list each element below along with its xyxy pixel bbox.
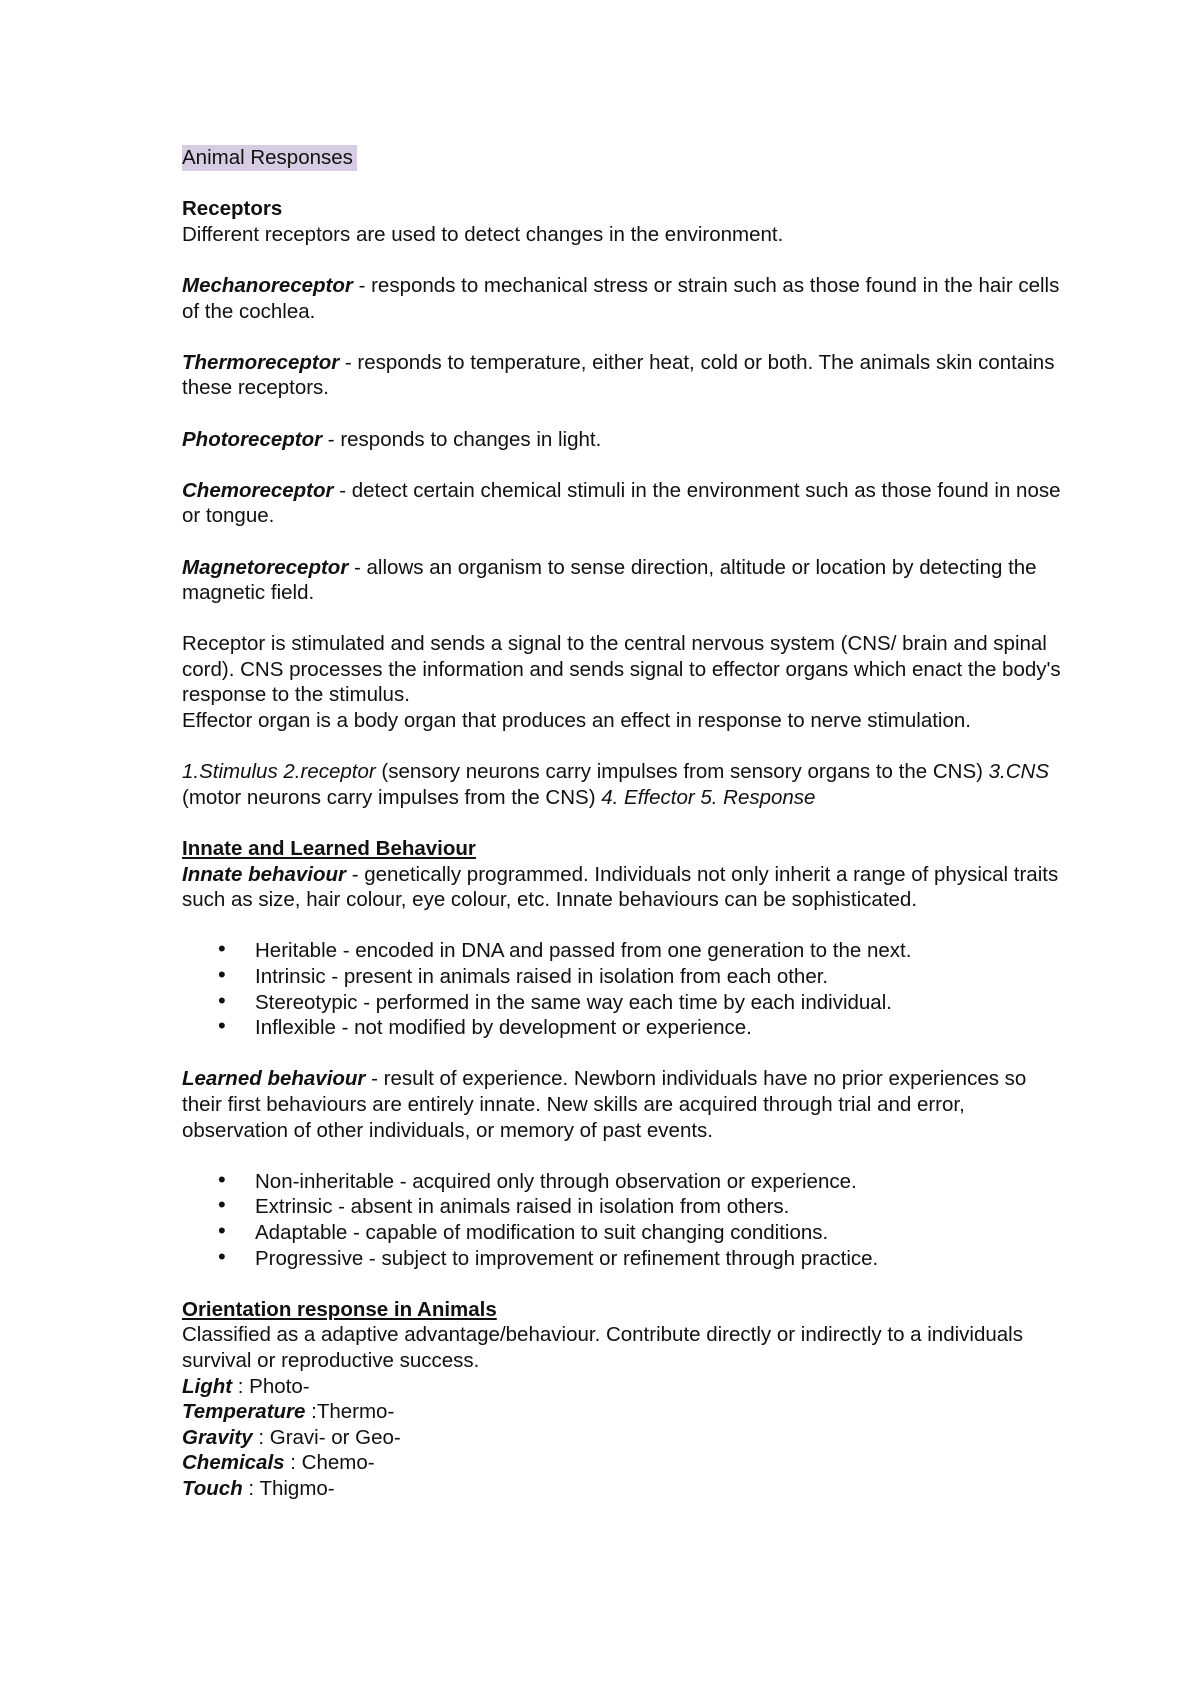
receptor-term: Thermoreceptor	[182, 350, 340, 374]
list-item: • Intrinsic - present in animals raised in isolation from each other.	[182, 964, 1062, 990]
response-sequence	[182, 759, 1062, 810]
orientation-heading: Orientation response in Animals	[182, 1297, 497, 1321]
behaviour-heading: Innate and Learned Behaviour	[182, 837, 476, 861]
stimulus-prefix: : Chemo-	[284, 1451, 375, 1475]
learned-text: - result of experience. Newborn individuals have no prior experiences so their first behaviours are entirely innate. New skills are acquired through trial and error, observation of other individuals, or memory of past events.	[182, 1067, 1027, 1142]
cns-paragraph: Receptor is stimulated and sends a signal to the central nervous system (CNS/ brain and spinal cord). CNS processes the information and sends signal to effector organs which enact the body's response to the stimulus.	[182, 632, 1061, 707]
receptor-text: - detect certain chemical stimuli in the environment such as those found in nose or tongue.	[182, 478, 1061, 528]
sequence-note: (motor neurons carry impulses from the CNS)	[182, 785, 602, 809]
doc-title: Animal Responses	[182, 145, 357, 171]
sequence-step: 4. Effector 5. Response	[601, 785, 816, 809]
innate-text: - genetically programmed. Individuals not only inherit a range of physical traits such as size, hair colour, eye colour, etc. Innate behaviours can be sophisticated.	[182, 862, 1059, 912]
receptors-heading: Receptors	[182, 197, 283, 221]
list-item: • Heritable - encoded in DNA and passed from one generation to the next.	[182, 938, 1062, 964]
receptor-text: - allows an organism to sense direction, altitude or location by detecting the magnetic field.	[182, 555, 1037, 605]
receptor-text: - responds to mechanical stress or strain such as those found in the hair cells of the cochlea.	[182, 273, 1060, 323]
sequence-step: 3.CNS	[988, 760, 1050, 784]
stimulus-prefix: : Gravi- or Geo-	[252, 1425, 401, 1449]
list-item: • Inflexible - not modified by development or experience.	[182, 1015, 1062, 1041]
stimulus-term: Gravity	[182, 1425, 253, 1449]
receptor-term: Chemoreceptor	[182, 478, 334, 502]
receptor-item	[182, 555, 1062, 606]
list-item: • Stereotypic - performed in the same way each time by each individual.	[182, 990, 1062, 1016]
receptor-term: Magnetoreceptor	[182, 555, 349, 579]
orientation-item	[182, 1374, 1062, 1400]
receptor-item	[182, 350, 1062, 401]
learned-term: Learned behaviour	[182, 1067, 366, 1091]
orientation-item	[182, 1476, 1062, 1502]
learned-paragraph	[182, 1066, 1062, 1143]
receptor-term: Photoreceptor	[182, 427, 323, 451]
list-item: • Non-inheritable - acquired only through observation or experience.	[182, 1169, 1062, 1195]
stimulus-term: Temperature	[182, 1400, 306, 1424]
learned-bullet-list	[182, 1169, 1062, 1271]
list-item: • Extrinsic - absent in animals raised in isolation from others.	[182, 1194, 1062, 1220]
list-item: • Progressive - subject to improvement or refinement through practice.	[182, 1246, 1062, 1272]
innate-term: Innate behaviour	[182, 862, 347, 886]
stimulus-term: Touch	[182, 1476, 243, 1500]
receptor-term: Mechanoreceptor	[182, 273, 353, 297]
orientation-item	[182, 1399, 1062, 1425]
receptor-text: - responds to changes in light.	[322, 427, 602, 451]
receptor-item	[182, 478, 1062, 529]
sequence-note: (sensory neurons carry impulses from sensory organs to the CNS)	[375, 760, 989, 784]
stimulus-prefix: : Thigmo-	[242, 1476, 335, 1500]
orientation-item	[182, 1450, 1062, 1476]
document-page	[182, 145, 1062, 1501]
receptors-intro: Different receptors are used to detect changes in the environment.	[182, 222, 784, 246]
receptor-text: - responds to temperature, either heat, cold or both. The animals skin contains these receptors.	[182, 350, 1055, 400]
stimulus-term: Light	[182, 1374, 233, 1398]
stimulus-prefix: : Photo-	[232, 1374, 310, 1398]
effector-paragraph: Effector organ is a body organ that produces an effect in response to nerve stimulation.	[182, 709, 971, 733]
sequence-step: 1.Stimulus 2.receptor	[182, 760, 376, 784]
stimulus-prefix: :Thermo-	[305, 1400, 395, 1424]
receptor-item	[182, 273, 1062, 324]
innate-paragraph	[182, 862, 1062, 913]
doc-title-line	[182, 145, 1062, 171]
list-item: • Adaptable - capable of modification to suit changing conditions.	[182, 1220, 1062, 1246]
orientation-intro: Classified as a adaptive advantage/behaviour. Contribute directly or indirectly to a individuals survival or reproductive success.	[182, 1323, 1023, 1372]
innate-bullet-list	[182, 938, 1062, 1040]
receptor-item	[182, 427, 1062, 453]
stimulus-term: Chemicals	[182, 1451, 285, 1475]
orientation-item	[182, 1425, 1062, 1451]
